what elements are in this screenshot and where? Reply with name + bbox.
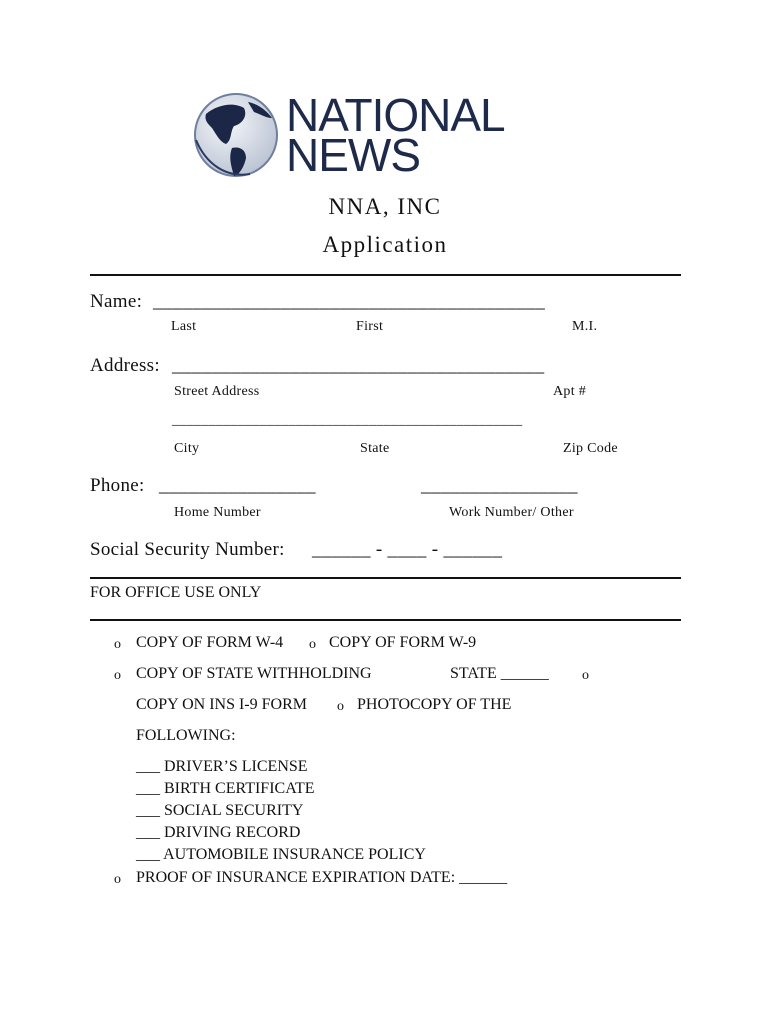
logo-word-national: NATIONAL [286, 89, 505, 141]
office-use-heading: FOR OFFICE USE ONLY [90, 584, 262, 601]
divider-office-top [90, 577, 681, 579]
list-item-drivers-license: ___ DRIVER’S LICENSE [136, 758, 308, 775]
address-street-field[interactable]: ______________________________________ [172, 355, 545, 376]
item-ins-i9: COPY ON INS I-9 FORM [136, 696, 307, 713]
phone-label: Phone: [90, 475, 145, 496]
checkbox-photocopy[interactable]: o [337, 699, 344, 714]
divider-top [90, 274, 681, 276]
item-state-withholding: COPY OF STATE WITHHOLDING [136, 665, 372, 682]
checkbox-state-withholding[interactable]: o [114, 668, 121, 683]
name-sub-last: Last [171, 319, 197, 334]
list-item-birth-certificate: ___ BIRTH CERTIFICATE [136, 780, 315, 797]
name-label: Name: [90, 291, 143, 312]
phone-sub-work: Work Number/ Other [449, 505, 574, 520]
checkbox-w9[interactable]: o [309, 637, 316, 652]
ssn-field[interactable]: ______ - ____ - ______ [312, 539, 503, 560]
phone-sub-home: Home Number [174, 505, 261, 520]
list-item-driving-record: ___ DRIVING RECORD [136, 824, 301, 841]
name-sub-first: First [356, 319, 384, 334]
item-w4: COPY OF FORM W-4 [136, 634, 284, 651]
checkbox-w4[interactable]: o [114, 637, 121, 652]
item-photocopy: PHOTOCOPY OF THE [357, 696, 512, 713]
phone-home-field[interactable]: ________________ [159, 475, 316, 496]
item-state-field[interactable]: STATE ______ [450, 665, 549, 682]
address-label: Address: [90, 355, 160, 376]
item-following: FOLLOWING: [136, 727, 236, 744]
checkbox-ins-i9[interactable]: o [582, 668, 589, 683]
name-field[interactable]: ________________________________________ [153, 291, 545, 312]
item-proof-insurance: PROOF OF INSURANCE EXPIRATION DATE: ______ [136, 869, 508, 886]
name-sub-mi: M.I. [572, 319, 598, 334]
company-name: NNA, INC [328, 194, 442, 219]
address-sub-street: Street Address [174, 384, 260, 399]
phone-work-field[interactable]: ________________ [421, 475, 578, 496]
ssn-label: Social Security Number: [90, 539, 285, 560]
list-item-social-security: ___ SOCIAL SECURITY [136, 802, 304, 819]
address-sub-apt: Apt # [553, 384, 586, 399]
list-item-auto-insurance: ___ AUTOMOBILE INSURANCE POLICY [136, 846, 426, 863]
checkbox-proof-insurance[interactable]: o [114, 872, 121, 887]
company-logo [186, 89, 586, 182]
address-sub-city: City [174, 441, 200, 456]
address-city-field[interactable]: ________________________________________________ [172, 413, 523, 428]
address-sub-zip: Zip Code [563, 441, 618, 456]
item-w9: COPY OF FORM W-9 [329, 634, 477, 651]
divider-office-bottom [90, 619, 681, 621]
logo-word-news: NEWS [286, 129, 420, 181]
address-sub-state: State [360, 441, 390, 456]
document-title: Application [322, 232, 448, 257]
